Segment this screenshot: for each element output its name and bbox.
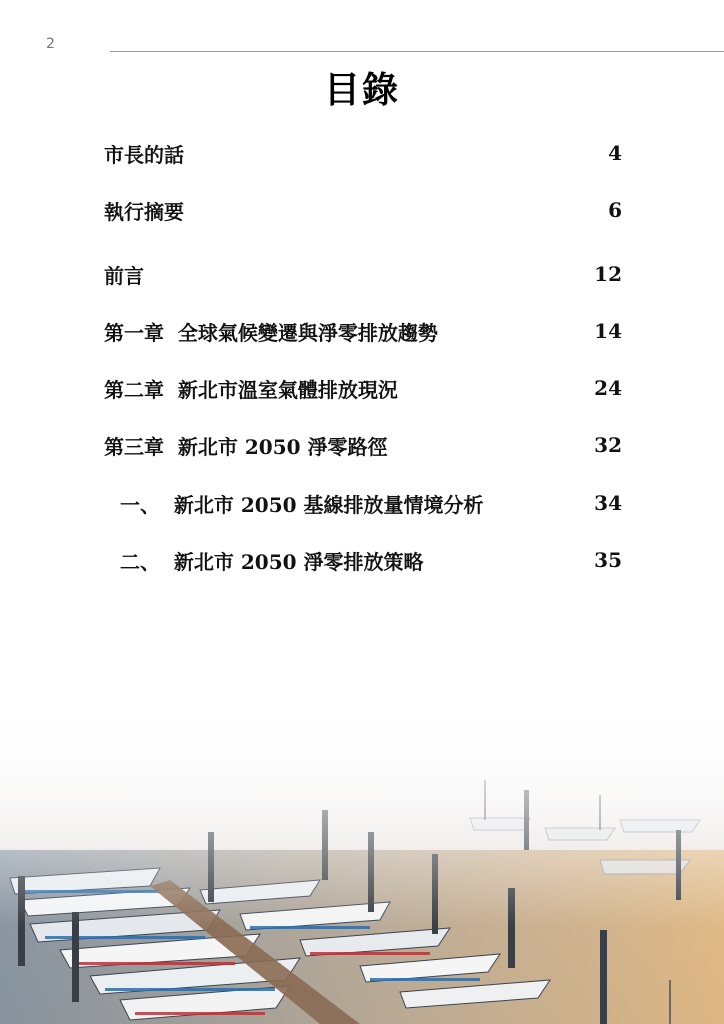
toc-entry-page: 12 (594, 262, 622, 286)
toc-entry-page: 24 (594, 376, 622, 400)
toc-entry-label: 第三章 新北市 2050 淨零路徑 (104, 434, 388, 459)
toc-entry[interactable] (104, 430, 622, 460)
toc-entry-label: 一、 新北市 2050 基線排放量情境分析 (120, 492, 484, 517)
toc-entry[interactable] (104, 373, 622, 403)
page-number: 2 (46, 36, 55, 52)
page-title: 目錄 (323, 69, 400, 111)
toc-entry[interactable] (120, 545, 622, 575)
toc-entry-page: 32 (594, 433, 622, 457)
toc-entry-page: 6 (608, 198, 622, 222)
toc-entry-page: 4 (608, 141, 622, 165)
toc-entry[interactable] (104, 316, 622, 346)
toc-entry-label: 市長的話 (104, 142, 184, 167)
toc-entry[interactable] (120, 488, 622, 518)
toc-entry-page: 34 (594, 491, 622, 515)
toc-entry[interactable] (104, 195, 622, 225)
header-rule (110, 51, 724, 52)
toc-entry-label: 執行摘要 (104, 199, 184, 224)
toc-entry-page: 35 (594, 548, 622, 572)
toc-entry-label: 前言 (104, 263, 144, 288)
toc-entry[interactable] (104, 138, 622, 168)
toc-entry-label: 第一章 全球氣候變遷與淨零排放趨勢 (104, 320, 438, 345)
toc-entry[interactable] (104, 259, 622, 289)
toc-entry-label: 二、 新北市 2050 淨零排放策略 (120, 549, 424, 574)
toc-entry-page: 14 (594, 319, 622, 343)
harbor-photo (0, 700, 724, 1024)
toc-entry-label: 第二章 新北市溫室氣體排放現況 (104, 377, 398, 402)
